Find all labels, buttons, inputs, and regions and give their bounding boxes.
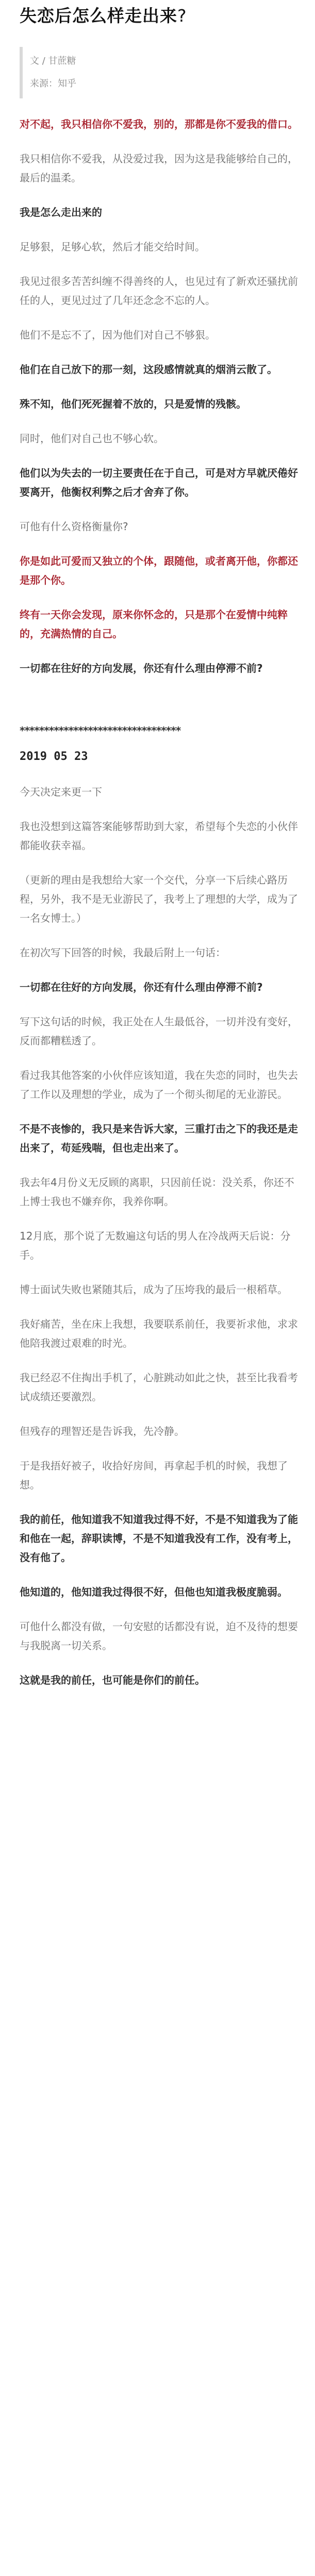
- article-title: [20, 5, 300, 26]
- paragraph: 他们在自己放下的那一刻，这段感情就真的烟消云散了。: [20, 363, 277, 376]
- paragraph: 我是怎么走出来的: [20, 206, 102, 219]
- article-header: [20, 0, 300, 26]
- source-line: 来源：知乎: [30, 78, 76, 90]
- article-body-part2: [20, 783, 300, 1690]
- paragraph: 不是不丧惨的，我只是来告诉大家，三重打击之下的我还是走出来了，苟延残喘，但也走出来了。: [20, 1123, 298, 1155]
- paragraph: 他们不是忘不了，因为他们对自己不够狠。: [20, 329, 215, 342]
- author-line: 文 / 甘蔗糖: [30, 56, 76, 67]
- paragraph: 一切都在往好的方向发展，你还有什么理由停滞不前?: [20, 981, 263, 994]
- paragraph: 我见过很多苦苦纠缠不得善终的人，也见过有了新欢还骚扰前任的人，更见过过了几年还念念不忘的人。: [20, 275, 298, 307]
- paragraph: 同时，他们对自己也不够心软。: [20, 432, 164, 445]
- article-title-text: 失恋后怎么样走出来: [20, 6, 177, 26]
- article-title-mark: ?: [177, 6, 187, 26]
- paragraph: 这就是我的前任，也可能是你们的前任。: [20, 1674, 205, 1687]
- article-meta: [20, 47, 300, 98]
- paragraph: 足够狠，足够心软，然后才能交给时间。: [20, 241, 205, 253]
- paragraph: 写下这句话的时候，我正处在人生最低谷，一切并没有变好，反而都糟糕透了。: [20, 1015, 298, 1047]
- section-spacer: [20, 693, 300, 719]
- article-body-part1: [20, 115, 300, 678]
- paragraph: 可他什么都没有做，一句安慰的话都没有说，迫不及待的想要与我脱离一切关系。: [20, 1620, 298, 1652]
- paragraph: 我好痛苦，坐在床上我想，我要联系前任，我要祈求他，求求他陪我渡过艰难的时光。: [20, 1318, 298, 1350]
- paragraph: （更新的理由是我想给大家一个交代，分享一下后续心路历程，另外，我不是无业游民了，我考上了理想的大学，成为了一名女博士。）: [20, 874, 298, 925]
- paragraph: 我也没想到这篇答案能够帮助到大家，希望每个失恋的小伙伴都能收获幸福。: [20, 820, 298, 852]
- paragraph: 我只相信你不爱我，从没爱过我，因为这是我能够给自己的，最后的温柔。: [20, 152, 298, 184]
- paragraph: 我去年4月份义无反顾的离职，只因前任说：没关系，你还不上博士我也不嫌弃你，我养你啊。: [20, 1176, 294, 1208]
- paragraph: 在初次写下回答的时候，我最后附上一句话：: [20, 946, 226, 959]
- paragraph: 但残存的理智还是告诉我，先冷静。: [20, 1425, 185, 1438]
- paragraph: 终有一天你会发现，原来你怀念的，只是那个在爱情中纯粹的，充满热情的自己。: [20, 608, 288, 640]
- paragraph: 他们以为失去的一切主要责任在于自己，可是对方早就厌倦好要离开，他衡权利弊之后才舍弃了你。: [20, 467, 298, 499]
- paragraph: 他知道的，他知道我过得很不好，但他也知道我极度脆弱。: [20, 1586, 288, 1599]
- paragraph: 于是我捂好被子，收拾好房间，再拿起手机的时候，我想了想。: [20, 1460, 288, 1492]
- paragraph: 12月底，那个说了无数遍这句话的男人在冷战两天后说：分手。: [20, 1230, 291, 1262]
- paragraph: 一切都在往好的方向发展，你还有什么理由停滞不前?: [20, 662, 263, 675]
- paragraph: 今天决定来更一下: [20, 786, 102, 799]
- paragraph: 可他有什么资格衡量你?: [20, 520, 128, 533]
- paragraph: 我已经忍不住掏出手机了，心脏跳动如此之快，甚至比我看考试成绩还要激烈。: [20, 1371, 298, 1403]
- paragraph: 对不起，我只相信你不爱我，别的，那都是你不爱我的借口。: [20, 118, 298, 131]
- section-separator: *********************************: [20, 724, 181, 737]
- update-date: 2019 05 23: [20, 750, 88, 764]
- paragraph: 博士面试失败也紧随其后，成为了压垮我的最后一根稻草。: [20, 1283, 288, 1296]
- paragraph: 你是如此可爱而又独立的个体，跟随他，或者离开他，你都还是那个你。: [20, 555, 298, 587]
- paragraph: 我的前任，他知道我不知道我过得不好，不是不知道我为了能和他在一起，辞职读博，不是不知道我没有工作，没有考上，没有他了。: [20, 1513, 298, 1564]
- paragraph: 看过我其他答案的小伙伴应该知道，我在失恋的同时，也失去了工作以及理想的学业，成为了一个彻头彻尾的无业游民。: [20, 1069, 298, 1101]
- paragraph: 殊不知，他们死死握着不放的，只是爱情的残骸。: [20, 398, 246, 411]
